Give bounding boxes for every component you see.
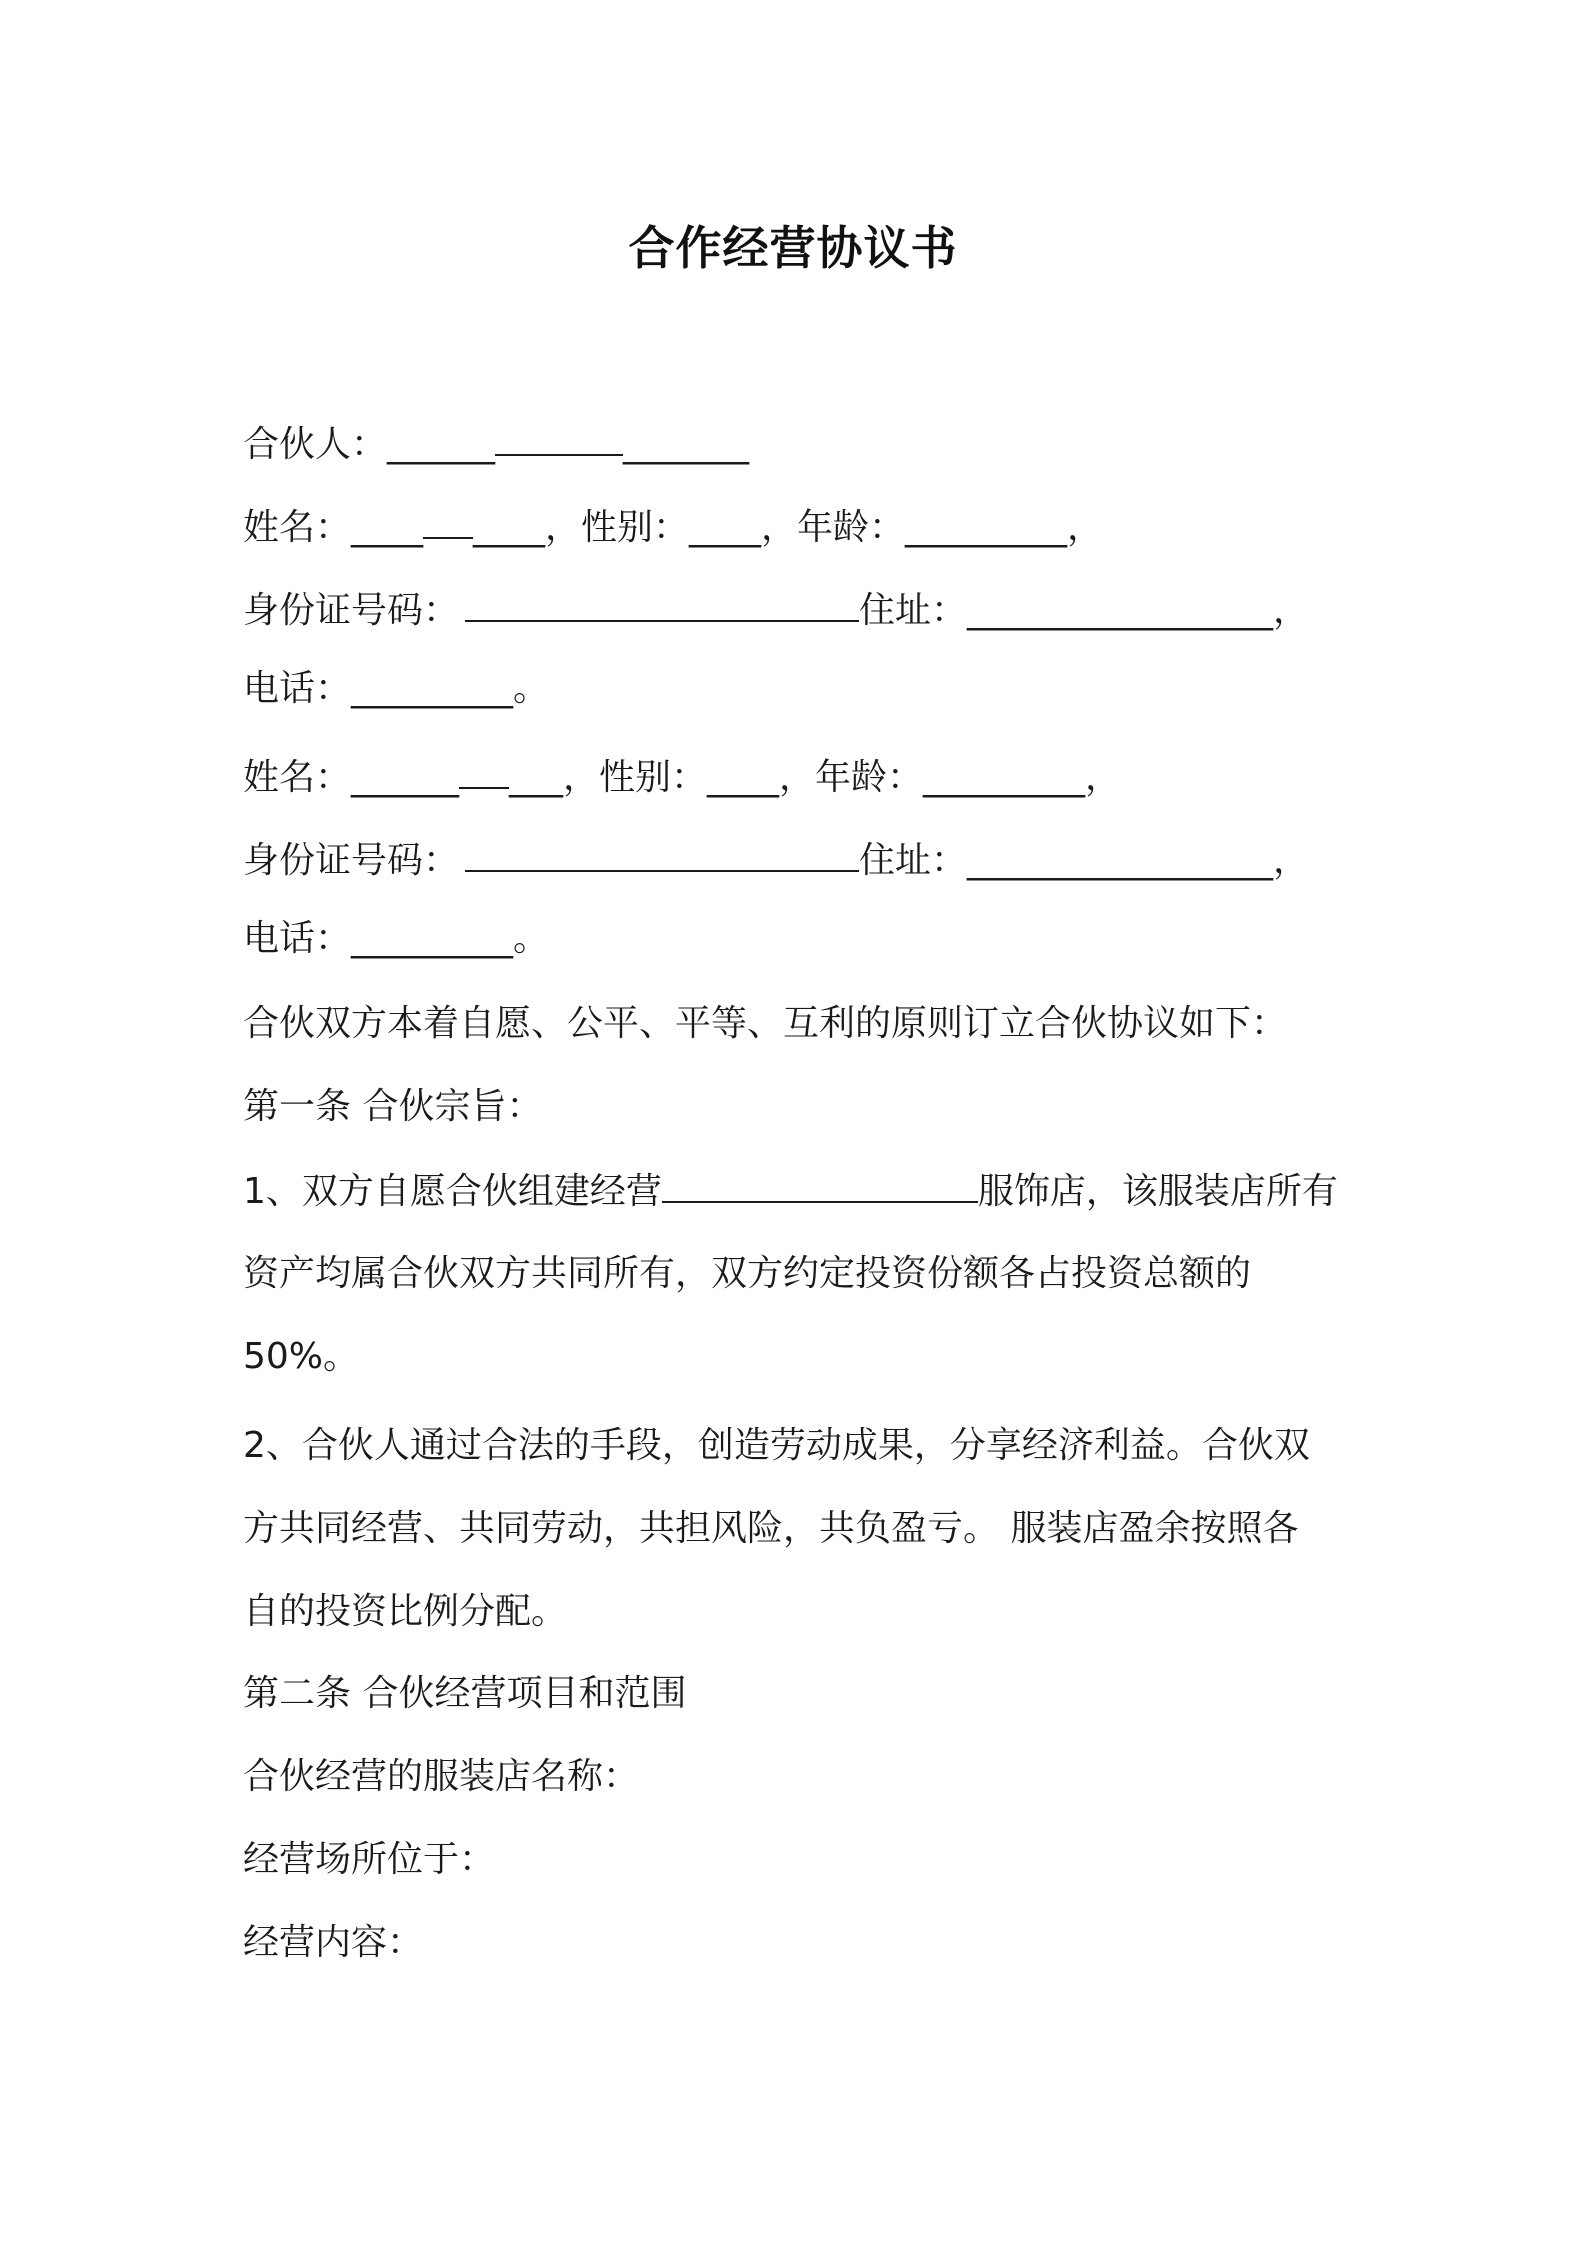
party1-id-label: 身份证号码： — [243, 590, 460, 631]
article1-item1-line1 — [243, 1167, 1338, 1216]
party1-phone: 电话：_________。 — [243, 668, 550, 709]
partners-blank-c: _______ — [623, 424, 750, 465]
party1-name-blank-a: ____ — [351, 507, 424, 548]
article1-item2-line3: 自的投资比例分配。 — [243, 1591, 568, 1632]
article1-item2-line2: 方共同经营、共同劳动，共担风险，共负盈亏。 服装店盈余按照各 — [243, 1508, 1299, 1549]
party1-id-line — [243, 586, 1309, 635]
party2-address: 住址：_________________， — [859, 840, 1310, 881]
article1-item1-text-a: 1、双方自愿合伙组建经营 — [243, 1171, 662, 1212]
party2-phone-line — [243, 915, 549, 963]
party2-id-blank — [465, 836, 859, 872]
party2-name-blank-c: ___ — [509, 757, 564, 798]
party1-address: 住址：_________________， — [859, 590, 1310, 631]
partners-line — [243, 420, 749, 469]
article1-item1-line3: 50%。 — [243, 1336, 360, 1377]
store-name-label: 合伙经营的服装店名称： — [243, 1756, 640, 1797]
party2-name-blank-b — [459, 753, 509, 789]
article1-item1-text-b: 服饰店，该服装店所有 — [977, 1171, 1338, 1212]
article2-heading: 第二条 合伙经营项目和范围 — [243, 1673, 687, 1714]
partners-label: 合伙人： — [243, 424, 388, 465]
partners-blank-b — [495, 420, 623, 456]
party1-name-blank-b — [423, 503, 473, 539]
article1-item2-line1: 2、合伙人通过合法的手段，创造劳动成果，分享经济利益。合伙双 — [243, 1425, 1310, 1466]
party1-name-label: 姓名： — [243, 507, 352, 548]
store-name-blank — [662, 1167, 978, 1203]
content-label: 经营内容： — [243, 1922, 424, 1963]
party2-phone: 电话：_________。 — [243, 918, 550, 959]
preamble: 合伙双方本着自愿、公平、平等、互利的原则订立合伙协议如下： — [243, 1003, 1288, 1044]
party1-phone-line — [243, 665, 549, 713]
location-label: 经营场所位于： — [243, 1839, 496, 1880]
party1-id-blank — [465, 586, 859, 622]
party1-name-line — [243, 503, 1103, 552]
party1-name-blank-c: ____ — [473, 507, 546, 548]
party1-gender-age: ，性别：____，年龄：_________， — [545, 507, 1104, 548]
party2-name-label: 姓名： — [243, 757, 352, 798]
article1-heading: 第一条 合伙宗旨： — [243, 1086, 543, 1127]
party2-name-blank-a: ______ — [351, 757, 460, 798]
party2-name-line — [243, 753, 1121, 802]
party2-id-label: 身份证号码： — [243, 840, 460, 881]
party2-gender-age: ，性别：____，年龄：_________， — [563, 757, 1122, 798]
article1-item1-line2: 资产均属合伙双方共同所有，双方约定投资份额各占投资总额的 — [243, 1253, 1252, 1294]
party2-id-line — [243, 836, 1309, 885]
partners-blank-a: ______ — [387, 424, 496, 465]
document-title: 合作经营协议书 — [628, 221, 958, 275]
